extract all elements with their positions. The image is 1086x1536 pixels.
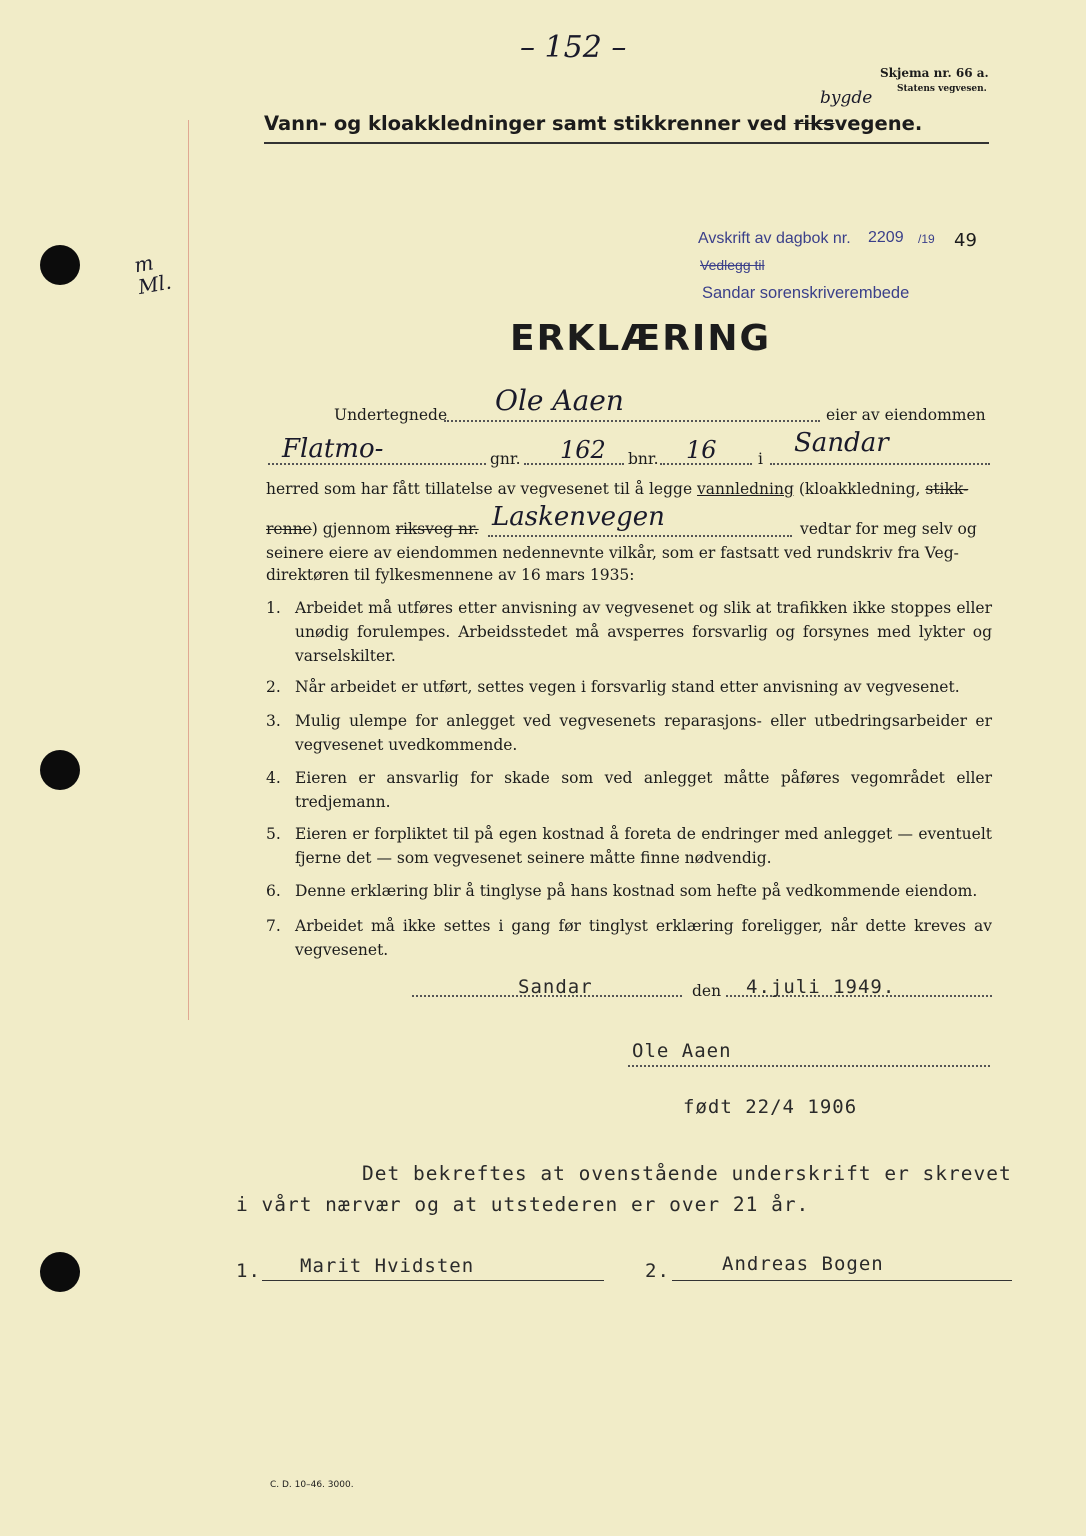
stamp-line1: Avskrift av dagbok nr.: [698, 230, 851, 247]
document-title: ERKLÆRING: [510, 318, 771, 359]
vannledning-underlined: vannledning: [697, 480, 794, 498]
line4-text-a: ) gjennom: [311, 520, 396, 538]
undertegnede-label: Undertegnede: [334, 406, 448, 424]
margin-initials: m Ml.: [132, 250, 174, 299]
condition-number: 1.: [266, 599, 281, 617]
page-number: – 152 –: [520, 30, 627, 65]
line4-text-b: vedtar for meg selv og: [800, 520, 977, 538]
stamp-year-prefix: /19: [918, 232, 935, 246]
print-code: C. D. 10–46. 3000.: [270, 1480, 354, 1490]
heading-handwritten-correction: bygde: [820, 88, 873, 108]
declarant-name: Ole Aaen: [495, 384, 624, 417]
condition-text: Eieren er ansvarlig for skade som ved anlegget måtte påføres vegområdet eller tredjemann.: [295, 769, 992, 811]
condition-number: 3.: [266, 712, 281, 730]
witness-number: 2.: [645, 1260, 670, 1282]
name-field-line: [444, 420, 820, 422]
den-label: den: [692, 982, 722, 1000]
condition-item: [266, 879, 992, 903]
stamp-dagbok-number: 2209: [868, 229, 904, 246]
punch-hole-middle: [40, 750, 80, 790]
eier-label: eier av eiendommen: [826, 406, 986, 424]
heading-struck-word: riks: [793, 112, 835, 135]
declaration-line6: direktøren til fylkesmennene av 16 mars 1935:: [266, 566, 635, 584]
road-name: Laskenvegen: [492, 502, 665, 532]
heading-prefix: Vann- og kloakkledninger samt stikkrenner ved: [264, 112, 794, 135]
condition-text: Denne erklæring blir å tinglyse på hans kostnad som hefte på vedkommende eiendom.: [295, 882, 978, 900]
form-number: Skjema nr. 66 a.: [880, 66, 989, 80]
signature-born: født 22/4 1906: [683, 1096, 858, 1118]
declaration-line3: [266, 478, 992, 500]
bnr-value: 16: [686, 436, 717, 464]
witness-number: 1.: [236, 1260, 261, 1282]
margin-line: [188, 120, 189, 1020]
heading-underline: [264, 142, 989, 144]
witness-line: [262, 1280, 604, 1281]
condition-item: [266, 914, 992, 962]
condition-text: Når arbeidet er utført, settes vegen i forsvarlig stand etter anvisning av vegvesenet.: [295, 678, 960, 696]
signature-name: Ole Aaen: [632, 1040, 732, 1062]
condition-number: 5.: [266, 825, 281, 843]
heading-suffix: vegene.: [834, 112, 923, 135]
road-field-line: [488, 535, 792, 537]
i-label: i: [758, 450, 763, 468]
gnr-value: 162: [560, 436, 606, 464]
municipality-field-line: [770, 463, 990, 465]
stamp-line3: Sandar sorenskriverembede: [702, 284, 910, 302]
condition-text: Arbeidet må utføres etter anvisning av vegvesenet og slik at trafikken ikke stoppes eller unødig forulempes. Arbeidsstedet må avsperres forsvarlig og forsynes med lykter og varselskilter.: [295, 599, 992, 665]
stikk-struck: stikk-: [925, 480, 969, 498]
condition-number: 2.: [266, 678, 281, 696]
witness-name: Marit Hvidsten: [300, 1255, 475, 1277]
line3-text-a: herred som har fått tillatelse av vegvesenet til å legge: [266, 480, 698, 498]
stamp-line2: Vedlegg til: [700, 257, 765, 273]
condition-item: [266, 822, 992, 870]
witness-name: Andreas Bogen: [722, 1253, 884, 1275]
municipality: Sandar: [794, 428, 889, 458]
declaration-line4: [266, 518, 479, 540]
stamp-year: 49: [954, 230, 977, 251]
condition-item: [266, 596, 992, 668]
form-issuer: Statens vegvesen.: [897, 84, 987, 94]
punch-hole-top: [40, 245, 80, 285]
condition-item: [266, 709, 992, 757]
condition-number: 6.: [266, 882, 281, 900]
condition-text: Arbeidet må ikke settes i gang før tinglyst erklæring foreligger, når dette kreves av vegvesenet.: [295, 917, 992, 959]
condition-number: 7.: [266, 917, 281, 935]
condition-item: [266, 675, 992, 699]
witness-line: [672, 1280, 1012, 1281]
line3-text-b: (kloakkledning,: [793, 480, 926, 498]
place-value: Sandar: [518, 976, 593, 998]
condition-number: 4.: [266, 769, 281, 787]
date-value: 4.juli 1949.: [746, 976, 896, 998]
registration-stamp: [698, 230, 851, 248]
riksveg-struck: riksveg nr.: [395, 520, 479, 538]
gnr-label: gnr.: [490, 450, 521, 468]
certification-line2: i vårt nærvær og at utstederen er over 21 år.: [236, 1193, 810, 1216]
signature-field-line: [628, 1065, 990, 1067]
property-name: Flatmo-: [282, 434, 384, 464]
condition-item: [266, 766, 992, 814]
declaration-line5: seinere eiere av eiendommen nedennevnte vilkår, som er fastsatt ved rundskriv fra Veg-: [266, 544, 959, 562]
punch-hole-bottom: [40, 1252, 80, 1292]
bnr-label: bnr.: [628, 450, 659, 468]
certification-line1: Det bekreftes at ovenstående underskrift er skrevet: [362, 1162, 1012, 1185]
condition-text: Eieren er forpliktet til på egen kostnad å foreta de endringer med anlegget — eventuelt fjerne det — som vegvesenet seinere måtte finne nødvendig.: [295, 825, 992, 867]
form-heading: [264, 112, 988, 135]
renne-struck: renne: [266, 520, 312, 538]
condition-text: Mulig ulempe for anlegget ved vegvesenets reparasjons- eller utbedringsarbeider er vegvesenet uvedkommende.: [295, 712, 992, 754]
